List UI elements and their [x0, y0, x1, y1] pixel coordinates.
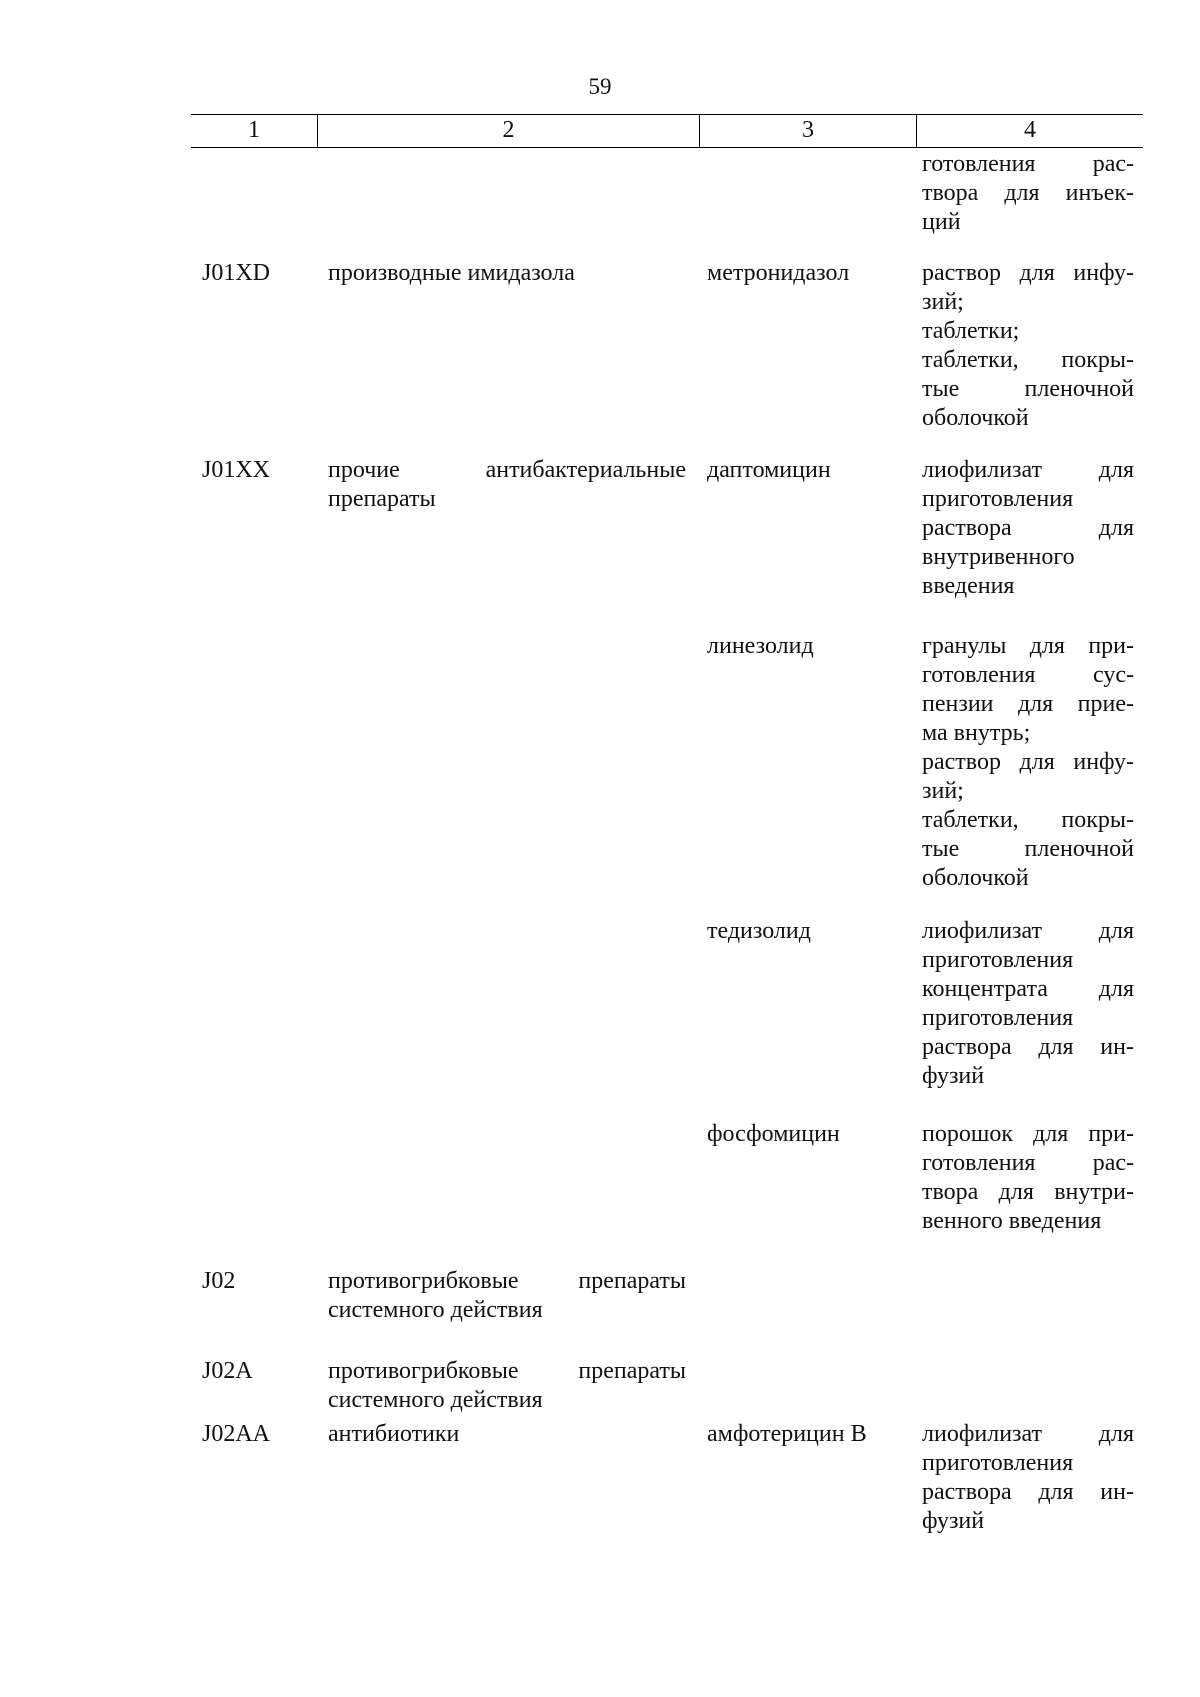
dosage-form-line: фузий	[922, 1063, 985, 1089]
table-header	[191, 114, 1143, 148]
group-name	[328, 259, 686, 288]
group-name	[328, 456, 686, 514]
atc-code: J02	[202, 1268, 236, 1294]
atc-code: J01XX	[202, 457, 271, 483]
drug-name: линезолид	[707, 633, 814, 659]
dosage-form-line: твора для инъек-	[922, 180, 1134, 206]
dosage-form-line: порошок для при-	[922, 1121, 1134, 1147]
group-name-line: системного действия	[328, 1297, 543, 1323]
dosage-form-line: оболочкой	[922, 405, 1029, 431]
group-name	[328, 1420, 686, 1449]
header-col-1: 1	[248, 117, 260, 143]
dosage-form-line: тые пленочной	[922, 376, 1134, 402]
atc-code: J01XD	[202, 260, 271, 286]
atc-code: J02AA	[202, 1421, 271, 1447]
dosage-form-line: готовления рас-	[922, 151, 1134, 177]
group-name-line: антибиотики	[328, 1421, 460, 1447]
dosage-form-line: тые пленочной	[922, 836, 1134, 862]
dosage-form	[922, 456, 1134, 601]
dosage-form-line: лиофилизат для	[922, 1421, 1134, 1447]
dosage-form	[922, 1120, 1134, 1236]
dosage-form-line: раствор для инфу-	[922, 260, 1134, 286]
dosage-form-line: приготовления	[922, 1450, 1074, 1476]
dosage-form-line: таблетки;	[922, 318, 1020, 344]
dosage-form-line: приготовления	[922, 947, 1074, 973]
dosage-form-line: лиофилизат для	[922, 457, 1134, 483]
group-name-line: противогрибковые препараты	[328, 1268, 686, 1294]
dosage-form-line: венного введения	[922, 1208, 1102, 1234]
dosage-form-line: ций	[922, 209, 961, 235]
dosage-form-line: твора для внутри-	[922, 1179, 1134, 1205]
dosage-form-line: таблетки, покры-	[922, 347, 1134, 373]
dosage-form-line: таблетки, покры-	[922, 807, 1134, 833]
dosage-form	[922, 1420, 1134, 1536]
dosage-form-line: концентрата для	[922, 976, 1134, 1002]
dosage-form	[922, 917, 1134, 1091]
dosage-form-line: приготовления	[922, 1005, 1074, 1031]
drug-name: метронидазол	[707, 260, 850, 286]
drug-name: тедизолид	[707, 918, 811, 944]
group-name	[328, 1267, 686, 1325]
dosage-form-line: готовления сус-	[922, 662, 1134, 688]
dosage-form-line: раствора для ин-	[922, 1479, 1134, 1505]
group-name-line: противогрибковые препараты	[328, 1358, 686, 1384]
dosage-form-line: гранулы для при-	[922, 633, 1134, 659]
atc-code: J02A	[202, 1358, 253, 1384]
dosage-form-line: зий;	[922, 778, 964, 804]
drug-name: фосфомицин	[707, 1121, 840, 1147]
group-name	[328, 1357, 686, 1415]
page-number: 59	[588, 74, 612, 99]
drug-name: амфотерицин B	[707, 1421, 867, 1447]
group-name-line: производные имидазола	[328, 260, 575, 286]
drug-name: даптомицин	[707, 457, 831, 483]
dosage-form	[922, 150, 1134, 237]
dosage-form-line: лиофилизат для	[922, 918, 1134, 944]
dosage-form-line: раствора для ин-	[922, 1034, 1134, 1060]
dosage-form-line: зий;	[922, 289, 964, 315]
group-name-line: препараты	[328, 486, 436, 512]
header-col-4: 4	[1024, 117, 1036, 143]
dosage-form-line: оболочкой	[922, 865, 1029, 891]
dosage-form	[922, 259, 1134, 433]
dosage-form-line: приготовления	[922, 486, 1074, 512]
dosage-form-line: внутривенного	[922, 544, 1075, 570]
dosage-form-line: готовления рас-	[922, 1150, 1134, 1176]
dosage-form-line: фузий	[922, 1508, 985, 1534]
group-name-line: прочие антибактериальные	[328, 457, 686, 483]
dosage-form-line: введения	[922, 573, 1015, 599]
dosage-form	[922, 632, 1134, 893]
dosage-form-line: ма внутрь;	[922, 720, 1031, 746]
dosage-form-line: пензии для прие-	[922, 691, 1134, 717]
dosage-form-line: раствор для инфу-	[922, 749, 1134, 775]
dosage-form-line: раствора для	[922, 515, 1134, 541]
header-col-2: 2	[502, 117, 515, 143]
header-col-3: 3	[802, 117, 814, 143]
group-name-line: системного действия	[328, 1387, 543, 1413]
